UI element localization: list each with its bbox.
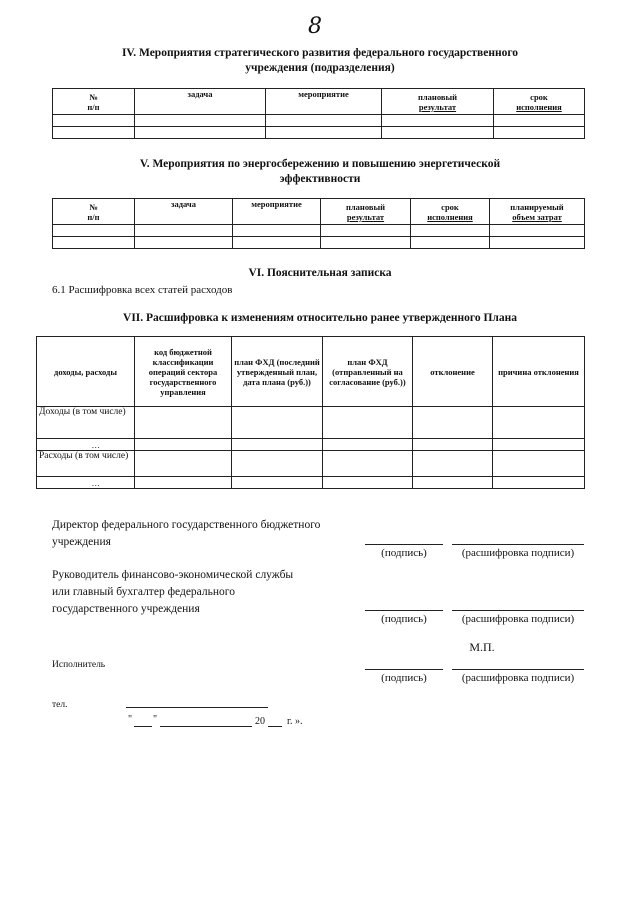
executor-decoding-label: (расшифровка подписи) (461, 672, 575, 684)
executor-signature-line (365, 669, 443, 670)
page-number: 8 (308, 14, 322, 39)
section6-title: VI. Пояснительная записка (248, 267, 392, 279)
row-income-label: Доходы (в том числе) (37, 407, 135, 439)
s5-header-deadline: срок исполнения (411, 199, 490, 225)
s4-header-task: задача (135, 89, 266, 115)
s7-header-plan-sent: план ФХД (отправленный на согласование (руб.)) (323, 337, 413, 407)
s5-header-measure: мероприятие (233, 199, 321, 225)
date-year-prefix: 20 (255, 716, 265, 727)
director-signature-line (365, 544, 443, 545)
s7-header-budget-code: код бюджетной классификации операций сектора государственного управления (135, 337, 232, 407)
row-ellipsis-2: … (37, 477, 135, 489)
date-year-suffix: г. ». (287, 716, 303, 727)
finance-decoding-line (452, 610, 584, 611)
date-month-line (160, 726, 252, 727)
director-decoding-label: (расшифровка подписи) (461, 547, 575, 559)
s5-header-result: плановый результат (321, 199, 411, 225)
director-line1: Директор федерального государственного бюджетного (52, 519, 321, 531)
executor-signature-label: (подпись) (381, 672, 427, 684)
row-ellipsis-1: … (37, 439, 135, 451)
table-row (53, 127, 585, 139)
section4-table (52, 88, 585, 139)
section5-title-line2: эффективности (279, 173, 361, 185)
director-title (52, 517, 320, 551)
executor-label: Исполнитель (52, 660, 106, 670)
table-row (53, 237, 585, 249)
table-row (37, 407, 585, 439)
section4-title-line1: IV. Мероприятия стратегического развития федерального государственного (121, 47, 519, 59)
date-quote-open: " (128, 714, 133, 725)
s4-header-deadline: срок исполнения (494, 89, 585, 115)
row-expense-label: Расходы (в том числе) (37, 451, 135, 477)
director-line2: учреждения (52, 536, 111, 548)
phone-line (126, 707, 268, 708)
section5-title-line1: V. Мероприятия по энергосбережению и повышению энергетической (139, 158, 501, 170)
section5-table (52, 198, 585, 249)
s7-header-reason: причина отклонения (493, 337, 585, 407)
date-day-line (134, 726, 152, 727)
section5-title (60, 157, 580, 187)
finance-line2: или главный бухгалтер федерального (52, 586, 235, 598)
section7-table (36, 336, 585, 489)
table-row (37, 451, 585, 477)
s5-header-task: задача (135, 199, 233, 225)
executor-decoding-line (452, 669, 584, 670)
finance-decoding-label: (расшифровка подписи) (461, 613, 575, 625)
section4-title (60, 46, 580, 76)
s5-header-cost: планируемый объем затрат (490, 199, 585, 225)
s4-header-num: № п/п (53, 89, 135, 115)
finance-title (52, 567, 293, 618)
director-decoding-line (452, 544, 584, 545)
table-row (53, 115, 585, 127)
s7-header-plan-approved: план ФХД (последний утвержденный план, дата плана (руб.)) (232, 337, 323, 407)
table-row (37, 439, 585, 451)
finance-signature-line (365, 610, 443, 611)
director-signature-label: (подпись) (381, 547, 427, 559)
section7-title: VII. Расшифровка к изменениям относительно ранее утвержденного Плана (123, 312, 517, 324)
date-year-line (268, 726, 282, 727)
stamp-label: М.П. (469, 640, 495, 654)
date-quote-close: " (153, 714, 158, 725)
table-row (53, 225, 585, 237)
finance-line1: Руководитель финансово-экономической службы (52, 569, 294, 581)
s4-header-measure: мероприятие (266, 89, 382, 115)
phone-label: тел. (52, 700, 68, 710)
finance-signature-label: (подпись) (381, 613, 427, 625)
table-row (37, 477, 585, 489)
s7-header-income-expense: доходы, расходы (37, 337, 135, 407)
finance-line3: государственного учреждения (52, 603, 200, 615)
s4-header-result: плановый результат (382, 89, 494, 115)
s5-header-num: № п/п (53, 199, 135, 225)
section6-item: 6.1 Расшифровка всех статей расходов (52, 284, 233, 296)
s7-header-deviation: отклонение (413, 337, 493, 407)
section4-title-line2: учреждения (подразделения) (245, 62, 395, 74)
